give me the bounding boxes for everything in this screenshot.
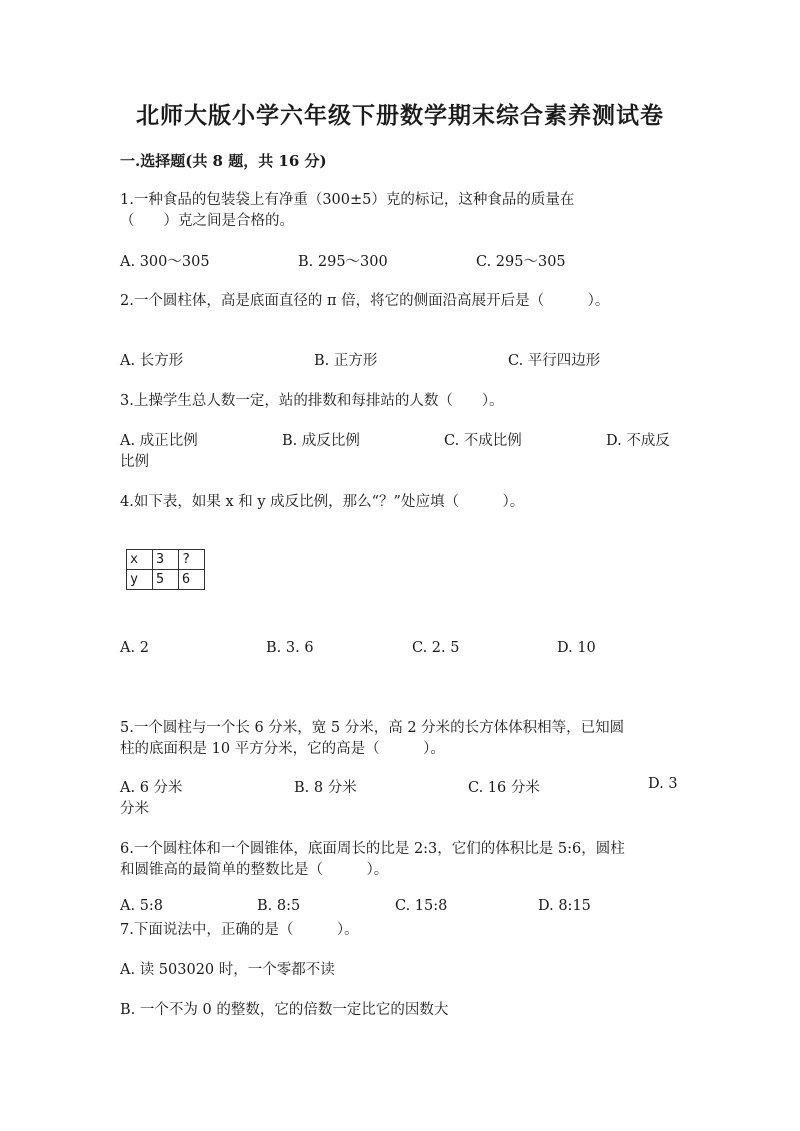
question-5-option-b: B. 8 分米 [294, 780, 357, 796]
question-6-option-d: D. 8:15 [538, 898, 591, 914]
question-7-text: 7.下面说法中，正确的是（ ）。 [120, 922, 359, 938]
question-4-option-a: A. 2 [120, 640, 149, 656]
question-1-text: 1.一种食品的包装袋上有净重（300±5）克的标记，这种食品的质量在 [120, 192, 575, 208]
question-7-option-b: B. 一个不为 0 的整数，它的倍数一定比它的因数大 [120, 1002, 449, 1018]
question-1-option-a: A. 300～305 [120, 254, 210, 270]
question-5-option-d: D. 3 [648, 776, 678, 792]
question-5-text: 5.一个圆柱与一个长 6 分米，宽 5 分米，高 2 分米的长方体体积相等，已知圆 [120, 720, 625, 736]
section-heading: 一.选择题(共 8 题，共 16 分) [120, 152, 327, 170]
table-cell: y [127, 570, 153, 590]
table-row [127, 550, 205, 570]
question-4-option-c: C. 2. 5 [412, 640, 460, 656]
table-cell: 6 [179, 570, 205, 590]
table-cell: ? [179, 550, 205, 570]
table-row [127, 570, 205, 590]
question-6-text-cont: 和圆锥高的最简单的整数比是（ ）。 [120, 862, 389, 878]
question-5-option-d-wrap: 分米 [120, 801, 149, 817]
question-4-text: 4.如下表，如果 x 和 y 成反比例，那么“？”处应填（ ）。 [120, 494, 525, 510]
question-1-option-b: B. 295～300 [298, 254, 388, 270]
question-1-option-c: C. 295～305 [476, 254, 566, 270]
question-4-option-d: D. 10 [557, 640, 596, 656]
question-5-text-cont: 柱的底面积是 10 平方分米，它的高是（ ）。 [120, 741, 445, 757]
table-cell: x [127, 550, 153, 570]
question-3-option-c: C. 不成比例 [444, 433, 522, 449]
question-3-option-d-wrap: 比例 [120, 454, 149, 470]
question-2-text: 2.一个圆柱体，高是底面直径的 π 倍，将它的侧面沿高展开后是（ ）。 [120, 293, 610, 309]
table-cell: 5 [153, 570, 179, 590]
question-6-text: 6.一个圆柱体和一个圆锥体，底面周长的比是 2:3，它们的体积比是 5:6，圆柱 [120, 841, 625, 857]
question-3-option-a: A. 成正比例 [120, 433, 198, 449]
question-7-option-a: A. 读 503020 时，一个零都不读 [120, 962, 335, 978]
page-title: 北师大版小学六年级下册数学期末综合素养测试卷 [136, 102, 664, 129]
question-2-option-b: B. 正方形 [314, 353, 378, 369]
question-6-option-a: A. 5:8 [120, 898, 164, 914]
question-3-text: 3.上操学生总人数一定，站的排数和每排站的人数（ ）。 [120, 393, 504, 409]
question-1-text-cont: （ ）克之间是合格的。 [120, 213, 294, 229]
table-cell: 3 [153, 550, 179, 570]
question-2-option-c: C. 平行四边形 [508, 353, 601, 369]
ratio-table [126, 549, 205, 590]
question-3-option-b: B. 成反比例 [282, 433, 360, 449]
question-6-option-b: B. 8:5 [257, 898, 301, 914]
question-5-option-a: A. 6 分米 [120, 780, 183, 796]
question-4-option-b: B. 3. 6 [266, 640, 314, 656]
question-3-option-d: D. 不成反 [606, 433, 670, 449]
question-5-option-c: C. 16 分米 [468, 780, 540, 796]
question-2-option-a: A. 长方形 [120, 353, 184, 369]
question-6-option-c: C. 15:8 [395, 898, 448, 914]
